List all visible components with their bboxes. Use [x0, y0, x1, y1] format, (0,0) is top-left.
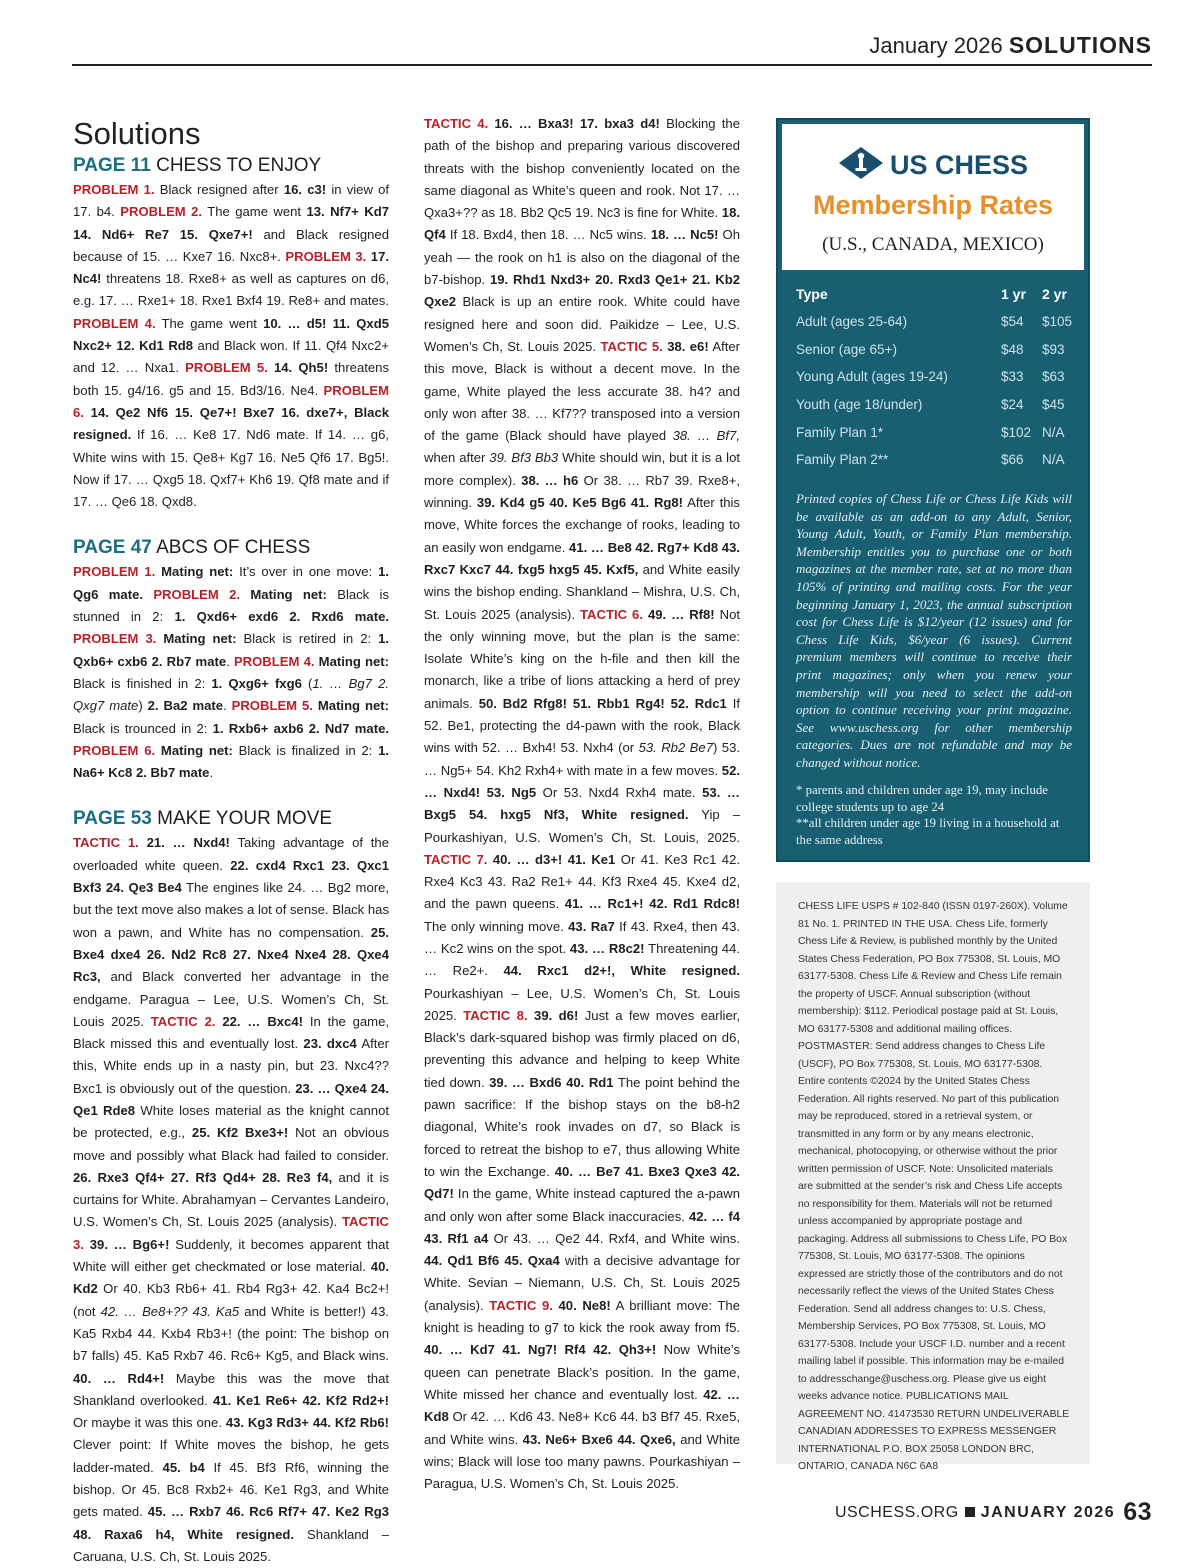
page-number: 63 — [1123, 1498, 1152, 1526]
footer-issue: JANUARY 2026 — [980, 1504, 1116, 1521]
header-rule — [72, 64, 1152, 66]
footnote-family-plan-1: * parents and children under age 19, may include college students up to age 24 — [796, 783, 1048, 814]
membership-header-panel — [782, 124, 1084, 270]
header-date: January 2026 — [869, 33, 1003, 58]
footnote-family-plan-2: **all children under age 19 living in a household at the same address — [796, 816, 1060, 847]
page-title: Solutions — [73, 116, 201, 151]
publication-legal-box — [776, 882, 1090, 1472]
page-footer — [835, 1498, 1152, 1527]
running-header — [869, 32, 1152, 59]
us-chess-logo — [782, 146, 1084, 181]
membership-rates-box: US CHESS Membership Rates (U.S., CANADA, MEXICO) Type 1 yr 2 yr Adult (ages 25-64) $54 $105 Senior (age 65+) $48 $93 Young Adult (ages 19-24) $33 $63 Youth (age 18/under) $24 $45 Family Plan 1* $102 N/A Family Plan 2** $66 N/A Printed copies of Chess Life or Chess Life Kids will be available as an add-on to any Adult, Senior, Young Adult, Youth, or Family Plan membership. Membership entitles you to purchase one or both magazines at the member rate, set at no more than 105% of printing and mailing costs. For the year beginning January 1, 2023, the annual subscription cost for Chess Life is $12/year (12 issues) and for Chess Life Kids, $6/year (6 issues). Current premium members will continue to receive their print magazines; only when you renew your membership will you need to select the add-on option to continue receiving your print magazine. See www.uschess.org for other membership categories. Dues are not refundable and may be changed without notice. * parents and children under age 19, may include college students up to age 24 **all children under age 19 living in a household at the same address — [776, 118, 1090, 862]
section-heading-page53: PAGE 53 MAKE YOUR MOVE — [73, 808, 333, 830]
membership-subtitle: (U.S., CANADA, MEXICO) — [822, 234, 1044, 255]
section-heading-page11: PAGE 11 CHESS TO ENJOY — [73, 155, 322, 176]
footer-site: USCHESS.ORG — [834, 1504, 959, 1521]
column-left — [73, 115, 389, 1568]
footer-square-icon — [965, 1507, 975, 1517]
column-middle — [424, 113, 740, 1495]
section-text-page53: TACTIC 1. 21. … Nxd4! Taking advantage of the overloaded white queen. 22. cxd4 Rxc1 23. Qxc1 Bxf3 24. Qe3 Be4 The engines like 24. … Bg2 more, but the text move also makes a lot of sense. Black has won a pawn, and White has no compensation. 25. Bxe4 dxe4 26. Nd2 Rc8 27. Nxe4 Nxe4 28. Qxe4 Rc3, and Black converted her advantage in the endgame. Paragua – Lee, U.S. Women’s Ch, St. Louis 2025. TACTIC 2. 22. … Bxc4! In the game, Black missed this and eventually lost. 23. dxc4 After this, White ends up in a nasty pin, but 23. Nxc4?? Bxc1 is obviously out of the question. 23. … Qxe4 24. Qe1 Rde8 White loses material as the knight cannot be protected, e.g., 25. Kf2 Bxe3+! Not an obvious move and possibly what Black had failed to consider. 26. Rxe3 Qf4+ 27. Rf3 Qd4+ 28. Re3 f4, and it is curtains for White. Abrahamyan – Cervantes Landeiro, U.S. Women’s Ch, St. Louis 2025 (analysis). TACTIC 3. 39. … Bg6+! Suddenly, it becomes apparent that White will either get checkmated or lose material. 40. Kd2 Or 40. Kb3 Rb6+ 41. Rb4 Rg3+ 42. Ka4 Bc2+! (not 42. … Be8+?? 43. Ka5 and White is better!) 43. Ka5 Rxb4 44. Kxb4 Rb3+! (the point: The bishop on b7 falls) 45. Ka5 Rxb7 46. Rc6+ Kg5, and Black wins. 40. … Rd4+! Maybe this was the move that Shankland overlooked. 41. Ke1 Re6+ 42. Kf2 Rd2+! Or maybe it was this one. 43. Kg3 Rd3+ 44. Kf2 Rb6! Clever point: If White moves the bishop, he gets ladder-mated. 45. b4 If 45. Bf3 Rf6, winning the bishop. Or 45. Bc8 Rxb2+ 46. Ke1 Rg3, and White gets mated. 45. … Rxb7 46. Rc6 Rf7+ 47. Ke2 Rg3 48. Raxa6 h4, White resigned. Shankland – Caruana, U.S. Ch, St. Louis 2025. — [73, 835, 390, 1564]
header-section: SOLUTIONS — [1008, 32, 1152, 58]
membership-footnotes — [796, 782, 1072, 848]
brand-name: US CHESS — [889, 150, 1029, 180]
chess-pawn-diamond-icon — [838, 146, 884, 180]
membership-title: Membership Rates — [812, 190, 1054, 220]
membership-note: Printed copies of Chess Life or Chess Life Kids will be available as an add-on to any Adult, Senior, Young Adult, Youth, or Family Plan membership. Membership entitles you to purchase one or both magazines at the member rate, set at no more than 105% of printing and mailing costs. For the year beginning January 1, 2023, the annual subscription cost for Chess Life is $12/year (12 issues) and for Chess Life Kids, $6/year (6 issues). Current premium members will continue to receive their print magazines; only when you renew your membership will you need to select the add-on option to continue receiving your print magazine. See www.uschess.org for other membership categories. Dues are not refundable and may be changed without notice. — [796, 491, 1072, 770]
section-text-page11: PROBLEM 1. Black resigned after 16. c3! in view of 17. b4. PROBLEM 2. The game went 13. Nf7+ Kd7 14. Nd6+ Re7 15. Qxe7+! and Black resigned because of 15. … Kxe7 16. Nxc8+. PROBLEM 3. 17. Nc4! threatens 18. Rxe8+ as well as captures on d6, e.g. 17. … Rxe1+ 18. Rxe1 Bxf4 19. Re8+ and mates. PROBLEM 4. The game went 10. … d5! 11. Qxd5 Nxc2+ 12. Kd1 Rd8 and Black won. If 11. Qf4 Nxc2+ and 12. … Nxa1. PROBLEM 5. 14. Qh5! threatens both 15. g4/16. g5 and 15. Bd3/16. Ne4. PROBLEM 6. 14. Qe2 Nf6 15. Qe7+! Bxe7 16. dxe7+, Black resigned. If 16. … Ke8 17. Nd6 mate. If 14. … g6, White wins with 15. Qe8+ Kg7 16. Ne5 Qf6 17. Bg5!. Now if 17. … Qxg5 18. Qxf7+ Kh6 19. Qf8 mate and if 17. … Qe6 18. Qxd8. — [73, 182, 390, 510]
legal-text: CHESS LIFE USPS # 102-840 (ISSN 0197-260X). Volume 81 No. 1. PRINTED IN THE USA. Chess Life, formerly Chess Life & Review, is published monthly by the United States Chess Federation, PO Box 775308, St. Louis, MO 63177-5308. Chess Life & Review and Chess Life remain the property of USCF. Annual subscription (without membership): $112. Periodical postage paid at St. Louis, MO 63177-5308 and additional mailing offices. POSTMASTER: Send address changes to Chess Life (USCF), PO Box 775308, St. Louis, MO 63177-5308. Entire contents ©2024 by the United States Chess Federation. All rights reserved. No part of this publication may be reproduced, stored in a retrieval system, or transmitted in any form or by any means electronic, mechanical, photocopying, or otherwise without the prior written permission of USCF. Note: Unsolicited materials are submitted at the sender’s risk and Chess Life accepts no responsibility for them. Materials will not be returned unless accompanied by appropriate postage and packaging. Address all submissions to Chess Life, PO Box 775308, St. Louis, MO 63177-5308. The opinions expressed are strictly those of the contributors and do not necessarily reflect the views of the United States Chess Federation. Send all address changes to: U.S. Chess, Membership Services, PO Box 775308, St. Louis, MO 63177-5308. Include your USCF I.D. number and a recent mailing label if possible. This information may be e-mailed to addresschange@uschess.org. Please give us eight weeks advance notice. PUBLICATIONS MAIL AGREEMENT NO. 41473530 RETURN UNDELIVERABLE CANADIAN ADDRESSES TO EXPRESS MESSENGER INTERNATIONAL P.O. BOX 25058 LONDON BRC, ONTARIO, CANADA N6C 6A8 — [798, 901, 1070, 1472]
tactics-continued-text: TACTIC 4. 16. … Bxa3! 17. bxa3 d4! Blocking the path of the bishop and preparing various discovered threats with the bishop conveniently located on the same diagonal as White’s queen and rook. Not 17. … Qxa3+?? as 18. Bb2 Qc5 19. Nc3 is fine for White. 18. Qf4 If 18. Bxd4, then 18. … Nc5 wins. 18. … Nc5! Oh yeah — the rook on h1 is also on the diagonal of the b7-bishop. 19. Rhd1 Nxd3+ 20. Rxd3 Qe1+ 21. Kb2 Qxe2 Black is up an entire rook. White could have resigned here and soon did. Paikidze – Lee, U.S. Women’s Ch, St. Louis 2025. TACTIC 5. 38. e6! After this move, Black is without a decent move. In the game, White played the less accurate 38. h4? and only won after 38. … Kf7?? transposed into a version of the game (Black should have played 38. … Bf7, when after 39. Bf3 Bb3 White should win, but it is a lot more complex). 38. … h6 Or 38. … Rb7 39. Rxe8+, winning. 39. Kd4 g5 40. Ke5 Bg6 41. Rg8! After this move, White forces the exchange of rooks, leading to an easily won endgame. 41. … Be8 42. Rg7+ Kd8 43. Rxc7 Kxc7 44. fxg5 hxg5 45. Kxf5, and White easily wins the bishop ending. Shankland – Mishra, U.S. Ch, St. Louis 2025 (analysis). TACTIC 6. 49. … Rf8! Not the only winning move, but the plan is the same: Isolate White’s king on the h-file and then kill the monarch, like a tribe of lions attacking a herd of prey animals. 50. Bd2 Rfg8! 51. Rbb1 Rg4! 52. Rdc1 If 52. Be1, protecting the d4-pawn with the rook, Black wins with 52. … Bxh4! 53. Nxh4 (or 53. Rb2 Be7) 53. … Ng5+ 54. Kh2 Rxh4+ with mate in a few moves. 52. … Nxd4! 53. Ng5 Or 53. Nxd4 Rxh4 mate. 53. … Bxg5 54. hxg5 Nf3, White resigned. Yip – Pourkashiyan, U.S. Women’s Ch, St. Louis, 2025. TACTIC 7. 40. … d3+! 41. Ke1 Or 41. Ke3 Rc1 42. Rxe4 Kc3 43. Ra2 Re1+ 44. Kf3 Rxe4 45. Kxe4 d2, and the pawn queens. 41. … Rc1+! 42. Rd1 Rdc8! The only winning move. 43. Ra7 If 43. Rxe4, then 43. … Kc2 wins on the spot. 43. … R8c2! Threatening 44. … Re2+. 44. Rxc1 d2+!, White resigned. Pourkashiyan – Lee, U.S. Women’s Ch, St. Louis 2025. TACTIC 8. 39. d6! Just a few moves earlier, Black’s dark-squared bishop was firmly placed on d6, preventing this advance and helping to keep White tied down. 39. … Bxd6 40. Rd1 The point behind the pawn sacrifice: If the bishop stays on the b8-h2 diagonal, White’s rook invades on d7, so Black is forced to retreat the bishop to e7, thus allowing White to win the Exchange. 40. … Be7 41. Bxe3 Qxe3 42. Qd7! In the game, White instead captured the a-pawn and only won after some Black inaccuracies. 42. … f4 43. Rf1 a4 Or 43. … Qe2 44. Rxf4, and White wins. 44. Qd1 Bf6 45. Qxa4 with a decisive advantage for White. Sevian – Niemann, U.S. Ch, St. Louis 2025 (analysis). TACTIC 9. 40. Ne8! A brilliant move: The knight is heading to g7 to kick the rook away from f5. 40. … Kd7 41. Ng7! Rf4 42. Qh3+! Now White’s queen can penetrate Black’s position. In the game, White missed her chance and eventually lost. 42. … Kd8 Or 42. … Kd6 43. Ne8+ Kc6 44. b3 Bf7 45. Rxe5, and White wins. 43. Ne6+ Bxe6 44. Qxe6, and White wins; Black will lose too many pawns. Pourkashiyan – Paragua, U.S. Women’s Ch, St. Louis 2025. — [424, 116, 741, 1492]
section-text-page47: PROBLEM 1. Mating net: It’s over in one move: 1. Qg6 mate. PROBLEM 2. Mating net: Black is stunned in 2: 1. Qxd6+ exd6 2. Rxd6 mate. PROBLEM 3. Mating net: Black is retired in 2: 1. Qxb6+ cxb6 2. Rb7 mate. PROBLEM 4. Mating net: Black is finished in 2: 1. Qxg6+ fxg6 (1. … Bg7 2. Qxg7 mate) 2. Ba2 mate. PROBLEM 5. Mating net: Black is trounced in 2: 1. Rxb6+ axb6 2. Nd7 mate. PROBLEM 6. Mating net: Black is finalized in 2: 1. Na6+ Kc8 2. Bb7 mate. — [73, 564, 390, 781]
section-heading-page47: PAGE 47 ABCS OF CHESS — [73, 537, 311, 559]
